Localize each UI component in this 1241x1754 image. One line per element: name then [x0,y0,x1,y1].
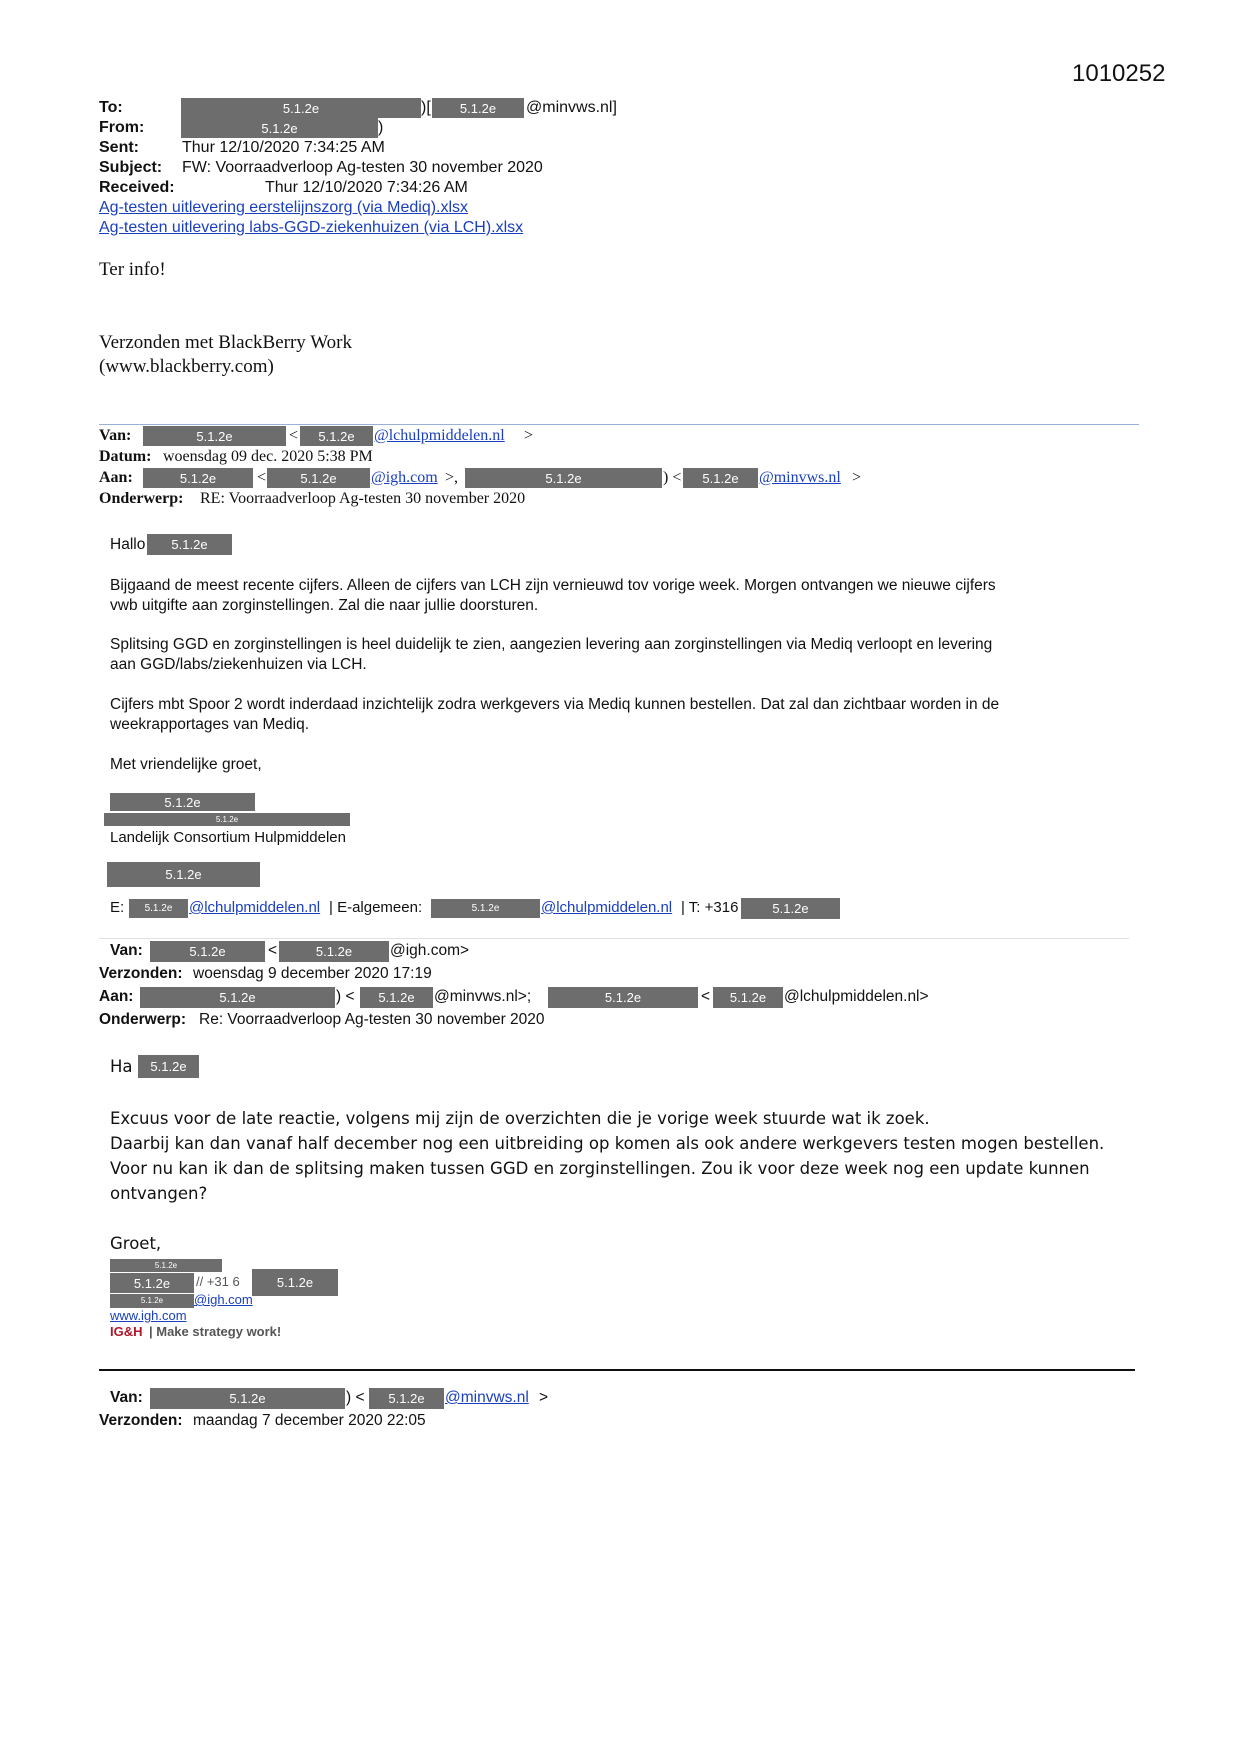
aan-label: Aan: [99,469,133,486]
aan-gt: > [852,469,862,486]
van-separator: ) < [346,1389,365,1406]
redaction-box: 5.1.2e [360,987,433,1008]
van-label: Van: [110,942,143,959]
from-paren: ) [378,119,384,136]
blackberry-footer-line1: Verzonden met BlackBerry Work [99,332,352,353]
redaction-box: 5.1.2e [683,468,758,488]
verzonden-value: maandag 7 december 2020 22:05 [193,1412,426,1429]
greeting: Ha [110,1057,133,1076]
intro-text: Ter info! [99,259,166,280]
van-email-domain[interactable]: @lchulpmiddelen.nl [374,427,505,444]
redaction-box: 5.1.2e [129,899,188,918]
redaction-box: 5.1.2e [279,941,389,962]
van-label: Van: [110,1389,143,1406]
redaction-box: 5.1.2e [432,98,524,118]
van-label: Van: [99,427,132,444]
redaction-box: 5.1.2e [140,987,335,1008]
closing: Met vriendelijke groet, [110,756,262,773]
received-label: Received: [99,179,175,196]
brand-tagline: | Make strategy work! [149,1324,282,1339]
redaction-box: 5.1.2e [143,468,253,488]
received-value: Thur 12/10/2020 7:34:26 AM [265,179,468,196]
document-number: 1010252 [1072,60,1166,87]
paragraph-line: vwb uitgifte aan zorginstellingen. Zal die naar jullie doorsturen. [110,597,539,614]
datum-label: Datum: [99,448,152,465]
redaction-box: 5.1.2e [465,468,662,488]
subject-value: FW: Voorraadverloop Ag-testen 30 november 2020 [182,159,543,176]
attachment-link[interactable]: Ag-testen uitlevering labs-GGD-ziekenhuizen (via LCH).xlsx [99,219,524,236]
organization-name: Landelijk Consortium Hulpmiddelen [110,829,346,846]
redaction-box: 5.1.2e [110,793,255,811]
signature-email-domain[interactable]: @igh.com [194,1292,253,1307]
aan-separator: ) < [336,988,355,1005]
aan-email-domain[interactable]: @minvws.nl [759,469,841,486]
onderwerp-value: Re: Voorraadverloop Ag-testen 30 november 2020 [199,1011,545,1028]
to-bracket: )[ [421,99,431,116]
onderwerp-value: RE: Voorraadverloop Ag-testen 30 november 2020 [200,490,526,507]
redaction-box: 5.1.2e [110,1273,194,1293]
verzonden-label: Verzonden: [99,1412,183,1429]
datum-value: woensdag 09 dec. 2020 5:38 PM [163,448,373,465]
redaction-box: 5.1.2e [431,899,540,918]
paragraph-line: weekrapportages van Mediq. [110,716,310,733]
paragraph-line: Daarbij kan dan vanaf half december nog een uitbreiding op komen als ook andere werkgevers testen mogen bestellen. [110,1134,1105,1153]
redaction-box: 5.1.2e [267,468,370,488]
sent-label: Sent: [99,139,139,156]
redaction-box: 5.1.2e [300,426,373,446]
verzonden-value: woensdag 9 december 2020 17:19 [193,965,432,982]
redaction-box: 5.1.2e [150,941,265,962]
redaction-box: 5.1.2e [110,1259,222,1272]
website-link[interactable]: www.igh.com [110,1308,187,1323]
verzonden-label: Verzonden: [99,965,183,982]
aan-lt: < [701,988,711,1005]
redaction-box: 5.1.2e [741,898,840,919]
from-label: From: [99,119,145,136]
aan-email-domain: @minvws.nl>; [434,988,532,1005]
contact-separator: | E-algemeen: [329,899,423,916]
contact-phone-label: | T: +316 [681,899,739,916]
sent-value: Thur 12/10/2020 7:34:25 AM [182,139,385,156]
divider [99,424,1139,425]
redaction-box: 5.1.2e [181,118,378,138]
aan-email-domain: @lchulpmiddelen.nl> [784,988,929,1005]
aan-lt: < [257,469,267,486]
aan-separator: ) < [663,469,682,486]
redaction-box: 5.1.2e [181,98,421,118]
contact-email-domain[interactable]: @lchulpmiddelen.nl [541,899,673,916]
paragraph-line: aan GGD/labs/ziekenhuizen via LCH. [110,656,367,673]
closing: Groet, [110,1234,162,1253]
aan-email-domain[interactable]: @igh.com [371,469,438,486]
redaction-box: 5.1.2e [548,987,698,1008]
redaction-box: 5.1.2e [369,1388,444,1409]
redaction-box: 5.1.2e [252,1269,338,1296]
contact-e-label: E: [110,899,125,916]
blackberry-footer-line2: (www.blackberry.com) [99,356,274,377]
divider [99,938,1129,939]
redaction-box: 5.1.2e [147,534,232,555]
van-gt: > [539,1389,549,1406]
paragraph-line: Excuus voor de late reactie, volgens mij zijn de overzichten die je vorige week stuurde wat ik zoek. [110,1109,930,1128]
subject-label: Subject: [99,159,163,176]
van-email-domain[interactable]: @minvws.nl [445,1389,529,1406]
to-label: To: [99,99,123,116]
brand-logo-text: IG&H [110,1324,143,1339]
paragraph-line: Cijfers mbt Spoor 2 wordt inderdaad inzichtelijk zodra werkgevers via Mediq kunnen bestellen. Dat zal dan zichtbaar worden in de [110,696,1000,713]
divider [99,1369,1135,1371]
paragraph-line: Bijgaand de meest recente cijfers. Alleen de cijfers van LCH zijn vernieuwd tov vorige week. Morgen ontvangen we nieuwe cijfers [110,577,996,594]
to-domain: @minvws.nl] [526,99,617,116]
contact-email-domain[interactable]: @lchulpmiddelen.nl [189,899,321,916]
van-gt: > [524,427,534,444]
van-email-domain: @igh.com> [390,942,470,959]
redaction-box: 5.1.2e [104,813,350,826]
paragraph-line: Voor nu kan ik dan de splitsing maken tussen GGD en zorginstellingen. Zou ik voor deze week nog een update kunnen [110,1159,1090,1178]
van-lt: < [268,942,278,959]
redaction-box: 5.1.2e [110,1294,194,1308]
onderwerp-label: Onderwerp: [99,490,184,507]
attachment-link[interactable]: Ag-testen uitlevering eerstelijnszorg (via Mediq).xlsx [99,199,469,216]
paragraph-line: ontvangen? [110,1184,208,1203]
redaction-box: 5.1.2e [107,862,260,887]
greeting: Hallo [110,536,146,553]
signature-phone: // +31 6 [196,1274,240,1289]
aan-separator: >, [445,469,459,486]
redaction-box: 5.1.2e [138,1055,199,1078]
redaction-box: 5.1.2e [713,987,783,1008]
onderwerp-label: Onderwerp: [99,1011,186,1028]
redaction-box: 5.1.2e [143,426,286,446]
aan-label: Aan: [99,988,134,1005]
van-lt: < [289,427,299,444]
redaction-box: 5.1.2e [150,1388,345,1409]
paragraph-line: Splitsing GGD en zorginstellingen is heel duidelijk te zien, aangezien levering aan zorginstellingen via Mediq verloopt en levering [110,636,993,653]
